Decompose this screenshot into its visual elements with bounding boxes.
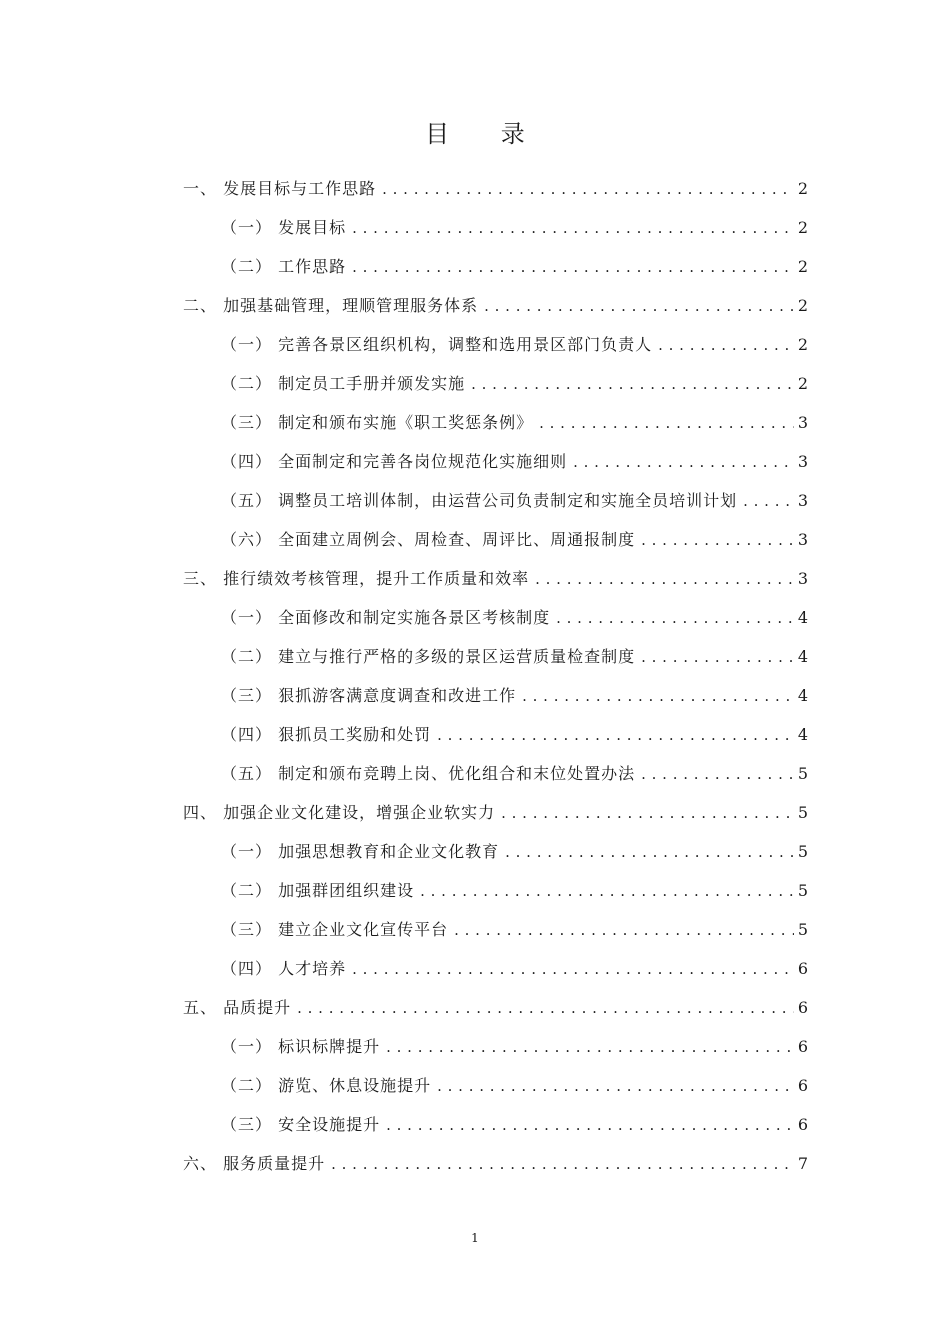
toc-entry-page-number: 3	[797, 530, 808, 549]
toc-dot-leader	[352, 209, 794, 248]
toc-dot-leader	[382, 170, 794, 209]
toc-dot-leader	[535, 560, 794, 599]
toc-entry-label: （一） 标识标牌提升	[221, 1037, 381, 1056]
toc-dot-leader	[386, 1106, 794, 1145]
toc-entry-page-number: 2	[797, 296, 808, 315]
toc-entry-page-number: 3	[797, 413, 808, 432]
toc-dot-leader	[437, 1067, 794, 1106]
toc-entry-page-number: 4	[797, 686, 808, 705]
toc-subsection-entry[interactable]	[183, 676, 808, 715]
toc-entry-label: 一、 发展目标与工作思路	[183, 179, 377, 198]
toc-subsection-entry[interactable]	[183, 637, 808, 676]
toc-entry-page-number: 4	[797, 647, 808, 666]
toc-dot-leader	[658, 326, 794, 365]
toc-dot-leader	[420, 872, 794, 911]
toc-entry-page-number: 6	[797, 1037, 808, 1056]
toc-dot-leader	[437, 716, 794, 755]
toc-entry-label: （五） 制定和颁布竞聘上岗、优化组合和末位处置办法	[221, 764, 636, 783]
toc-dot-leader	[522, 677, 794, 716]
toc-entry-page-number: 2	[797, 374, 808, 393]
toc-entry-page-number: 5	[797, 920, 808, 939]
toc-dot-leader	[556, 599, 794, 638]
toc-dot-leader	[331, 1145, 794, 1184]
toc-section-entry[interactable]	[183, 988, 808, 1027]
toc-entry-page-number: 5	[797, 881, 808, 900]
toc-entry-page-number: 2	[797, 335, 808, 354]
toc-entry-label: （五） 调整员工培训体制，由运营公司负责制定和实施全员培训计划	[221, 491, 738, 510]
toc-section-entry[interactable]	[183, 286, 808, 325]
toc-entry-label: （四） 人才培养	[221, 959, 347, 978]
toc-subsection-entry[interactable]	[183, 325, 808, 364]
toc-subsection-entry[interactable]	[183, 832, 808, 871]
toc-entry-page-number: 3	[797, 569, 808, 588]
toc-section-entry[interactable]	[183, 793, 808, 832]
toc-entry-label: （三） 安全设施提升	[221, 1115, 381, 1134]
toc-dot-leader	[501, 794, 794, 833]
toc-dot-leader	[471, 365, 794, 404]
toc-title: 目 录	[425, 120, 547, 148]
toc-entry-label: （六） 全面建立周例会、周检查、周评比、周通报制度	[221, 530, 636, 549]
toc-subsection-entry[interactable]	[183, 1105, 808, 1144]
toc-entry-label: （二） 加强群团组织建设	[221, 881, 415, 900]
toc-entry-page-number: 3	[797, 452, 808, 471]
toc-entry-label: （三） 制定和颁布实施《职工奖惩条例》	[221, 413, 534, 432]
toc-entry-label: （一） 全面修改和制定实施各景区考核制度	[221, 608, 551, 627]
toc-entry-label: （一） 加强思想教育和企业文化教育	[221, 842, 500, 861]
toc-subsection-entry[interactable]	[183, 481, 808, 520]
toc-entry-label: （二） 建立与推行严格的多级的景区运营质量检查制度	[221, 647, 636, 666]
page-number: 1	[471, 1231, 479, 1245]
toc-entry-page-number: 6	[797, 1076, 808, 1095]
toc-dot-leader	[641, 521, 794, 560]
toc-entry-page-number: 2	[797, 218, 808, 237]
toc-entry-label: （三） 狠抓游客满意度调查和改进工作	[221, 686, 517, 705]
toc-dot-leader	[641, 638, 794, 677]
toc-entry-page-number: 6	[797, 1115, 808, 1134]
toc-entry-page-number: 5	[797, 842, 808, 861]
toc-entry-label: 五、 品质提升	[183, 998, 292, 1017]
toc-entry-label: 四、 加强企业文化建设，增强企业软实力	[183, 803, 496, 822]
toc-dot-leader	[386, 1028, 794, 1067]
toc-entry-page-number: 6	[797, 998, 808, 1017]
toc-entry-label: （二） 制定员工手册并颁发实施	[221, 374, 466, 393]
toc-entry-page-number: 7	[797, 1154, 808, 1173]
toc-section-entry[interactable]	[183, 1144, 808, 1183]
toc-dot-leader	[352, 950, 794, 989]
toc-entry-label: 三、 推行绩效考核管理，提升工作质量和效率	[183, 569, 530, 588]
toc-entry-label: 二、 加强基础管理，理顺管理服务体系	[183, 296, 479, 315]
toc-subsection-entry[interactable]	[183, 754, 808, 793]
toc-dot-leader	[352, 248, 794, 287]
toc-entry-label: （二） 游览、休息设施提升	[221, 1076, 432, 1095]
toc-subsection-entry[interactable]	[183, 1027, 808, 1066]
toc-entry-label: （二） 工作思路	[221, 257, 347, 276]
toc-list	[183, 169, 808, 1183]
toc-entry-page-number: 4	[797, 608, 808, 627]
toc-subsection-entry[interactable]	[183, 403, 808, 442]
toc-section-entry[interactable]	[183, 169, 808, 208]
toc-subsection-entry[interactable]	[183, 208, 808, 247]
toc-dot-leader	[641, 755, 794, 794]
toc-entry-label: 六、 服务质量提升	[183, 1154, 326, 1173]
toc-subsection-entry[interactable]	[183, 910, 808, 949]
toc-entry-label: （三） 建立企业文化宣传平台	[221, 920, 449, 939]
toc-dot-leader	[573, 443, 794, 482]
toc-entry-label: （一） 完善各景区组织机构，调整和选用景区部门负责人	[221, 335, 653, 354]
toc-entry-label: （一） 发展目标	[221, 218, 347, 237]
toc-section-entry[interactable]	[183, 559, 808, 598]
toc-entry-page-number: 5	[797, 803, 808, 822]
toc-subsection-entry[interactable]	[183, 364, 808, 403]
toc-subsection-entry[interactable]	[183, 949, 808, 988]
toc-entry-page-number: 3	[797, 491, 808, 510]
toc-subsection-entry[interactable]	[183, 871, 808, 910]
toc-entry-page-number: 5	[797, 764, 808, 783]
toc-subsection-entry[interactable]	[183, 442, 808, 481]
toc-entry-label: （四） 全面制定和完善各岗位规范化实施细则	[221, 452, 568, 471]
toc-subsection-entry[interactable]	[183, 715, 808, 754]
toc-dot-leader	[539, 404, 794, 443]
toc-dot-leader	[297, 989, 794, 1028]
toc-dot-leader	[484, 287, 794, 326]
toc-subsection-entry[interactable]	[183, 598, 808, 637]
toc-entry-page-number: 2	[797, 179, 808, 198]
toc-dot-leader	[454, 911, 794, 950]
toc-entry-page-number: 6	[797, 959, 808, 978]
toc-subsection-entry[interactable]	[183, 247, 808, 286]
toc-entry-label: （四） 狠抓员工奖励和处罚	[221, 725, 432, 744]
toc-dot-leader	[505, 833, 794, 872]
toc-entry-page-number: 4	[797, 725, 808, 744]
toc-dot-leader	[743, 482, 794, 521]
toc-entry-page-number: 2	[797, 257, 808, 276]
toc-subsection-entry[interactable]	[183, 520, 808, 559]
toc-subsection-entry[interactable]	[183, 1066, 808, 1105]
